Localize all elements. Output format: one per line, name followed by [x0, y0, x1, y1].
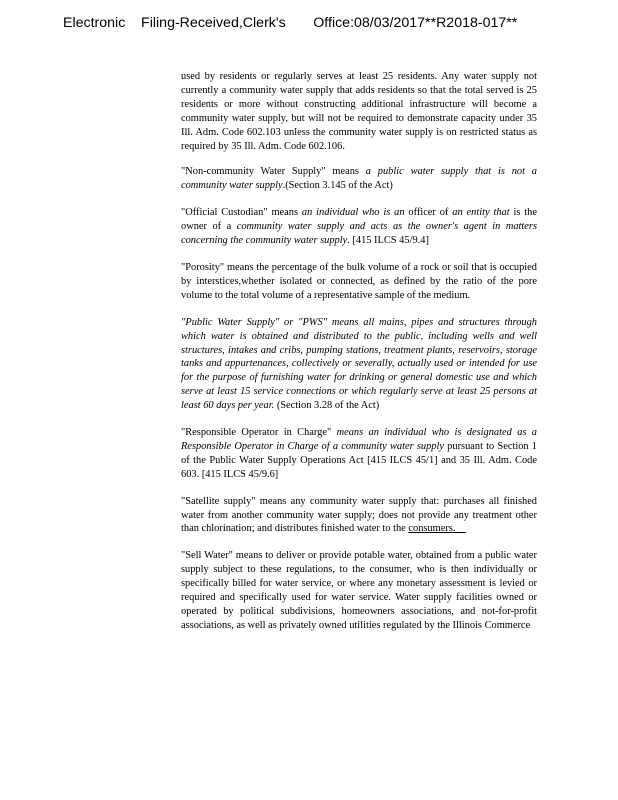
text-segment-italic: a public water supply that is not a community water supply [181, 166, 537, 192]
text-segment: is the owner of a [181, 207, 537, 233]
text-segment-italic: means an individual who is designated as a Responsible Operator in Charge of a community water supply [181, 427, 538, 452]
text-segment-underlined: consumers. [408, 523, 466, 535]
text-segment-italic: an entity that [452, 207, 510, 219]
paragraph-porosity [181, 261, 537, 303]
text-segment: "Porosity" means the percentage of the bulk volume of a rock or soil that is occupied by interstices,whether isolated or connected, as defined by the ratio of the pore volume to the total volume of a representative sample of the medium. [181, 261, 537, 301]
text-segment: (Section 3.28 of the Act) [274, 400, 380, 412]
text-segment-italic: an individual who is an [301, 207, 405, 219]
text-segment: pursuant to Section 1 of the Public Water Supply Operations Act [415 ILCS 45/1] and 35 Ill. Adm. Code 603. [415 ILCS 45/9.6] [181, 440, 537, 480]
paragraph-community-water-supply-cont [181, 70, 537, 153]
document-body [181, 70, 537, 646]
text-segment: .(Section 3.145 of the Act) [282, 180, 393, 192]
text-segment: "Satellite supply" means any community water supply that: purchases all finished water from another community water supply; does not provide any treatment other than chlorination; and distributes finished water to the [181, 495, 537, 535]
paragraph-responsible-operator [181, 426, 537, 482]
text-segment: "Non-community Water Supply" means [181, 166, 366, 178]
paragraph-official-custodian [181, 206, 537, 248]
text-segment: "Sell Water" means to deliver or provide potable water, obtained from a public water supply subject to these regulations, to the consumer, who is then individually or specifically billed for water service, or where any monetary assessment is levied or required and specifically used for water service. Water supply facilities owned or operated by political subdivisions, homeowners associations, and not-for-profit associations, as well as privately owned utilities regulated by the Illinois Commerce [181, 550, 537, 631]
text-segment: used by residents or regularly serves at least 25 residents. Any water supply not currently a community water supply that adds residents so that the total served is 25 residents or more without constructing additional infrastructure will become a community water supply, but will not be required to demonstrate capacity under 35 Ill. Adm. Code 602.103 unless the community water supply is on restricted status as required by 35 Ill. Adm. Code 602.106. [181, 71, 537, 152]
text-segment-italic: community water supply and acts as the owner's agent in matters concerning the community water supply [181, 221, 538, 247]
paragraph-satellite-supply [181, 495, 537, 537]
paragraph-sell-water [181, 549, 537, 632]
text-segment: . [415 ILCS 45/9.4] [347, 235, 429, 247]
paragraph-public-water-supply [181, 316, 537, 413]
text-segment: "Official Custodian" means [181, 207, 302, 219]
filing-header: Electronic Filing-Received,Clerk's Office:08/03/2017**R2018-017** [63, 15, 518, 31]
text-segment: officer of [404, 207, 453, 219]
text-segment-italic: "Public Water Supply" or "PWS" means all mains, pipes and structures through which water is obtained and distributed to the public, including wells and well structures, intakes and cribs, pumping stations, treatment plants, reservoirs, storage tanks and appurtenances, collectively or severally, actually used or intended for use for the purpose of furnishing water for drinking or general domestic use and which serve at least 15 service connections or which regularly serve at least 25 persons at least 60 days per year. [181, 316, 537, 412]
paragraph-non-community-water-supply [181, 165, 537, 193]
text-segment: "Responsible Operator in Charge" [181, 427, 337, 439]
